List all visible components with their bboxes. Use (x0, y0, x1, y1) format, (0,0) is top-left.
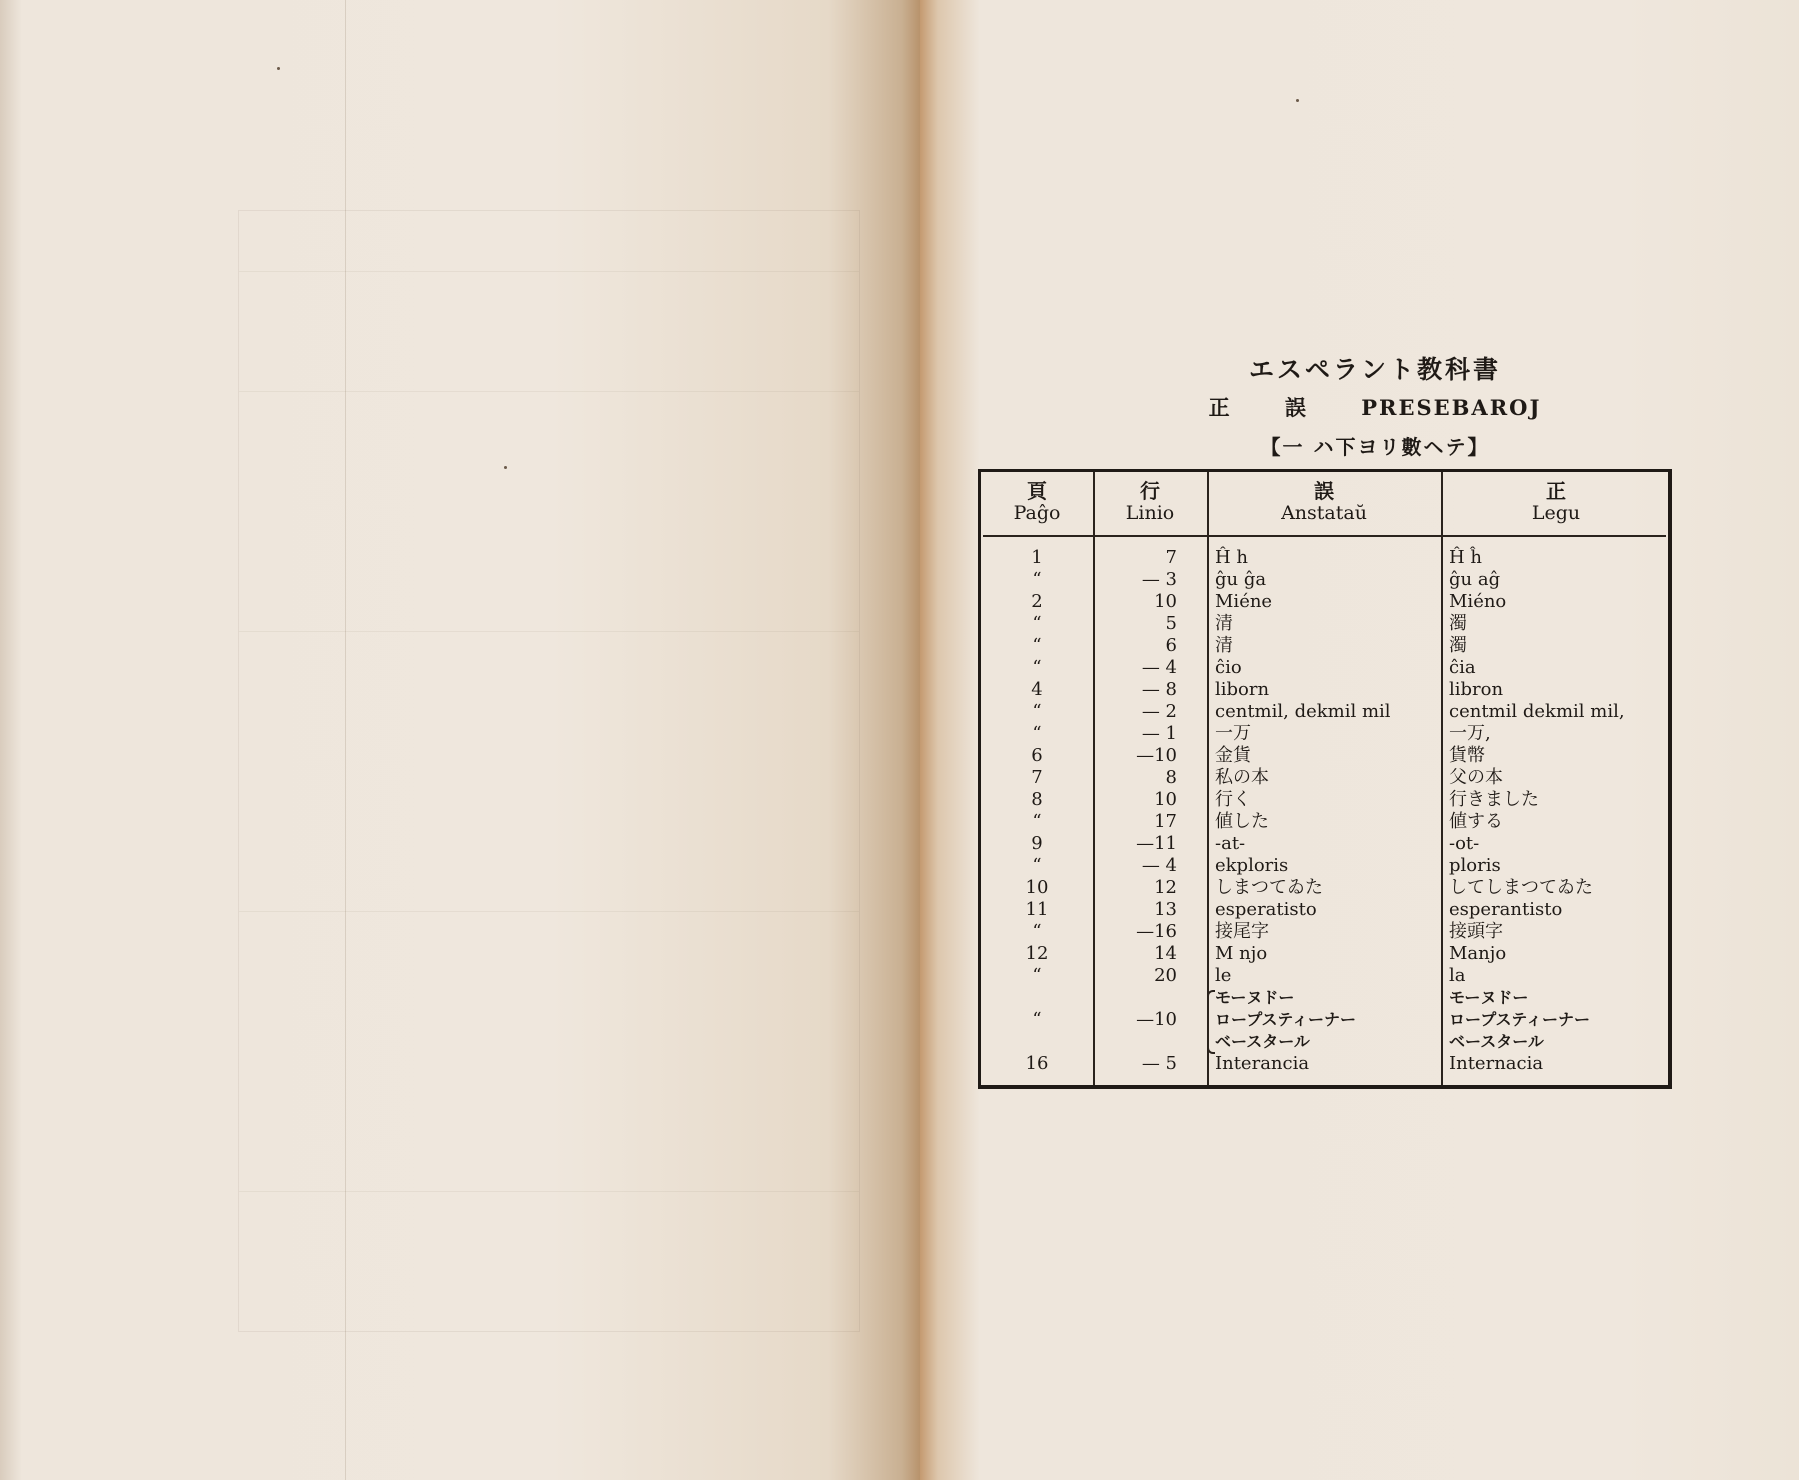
error-cell: Miéne (1215, 591, 1273, 612)
error-cell: liborn (1215, 679, 1270, 700)
line-cell: — 5 (1141, 1053, 1177, 1074)
error-cell: 接尾字 (1215, 921, 1269, 942)
errata-title (1050, 392, 1700, 422)
page-cell: 1 (1031, 547, 1043, 568)
line-cell: —10 (1136, 745, 1177, 766)
table-row (981, 657, 1668, 679)
line-cell: — 4 (1141, 855, 1177, 876)
line-cell: 13 (1154, 899, 1177, 920)
page-cell: “ (1032, 921, 1042, 942)
line-cell: 5 (1165, 613, 1177, 634)
header-error-kanji: 誤 (1314, 479, 1334, 503)
error-cell: 値した (1215, 811, 1269, 832)
header-line-kanji: 行 (1140, 479, 1160, 503)
error-cell-stack (1215, 987, 1435, 1053)
header-correct-kanji: 正 (1546, 479, 1566, 503)
ghost-rule (239, 391, 859, 392)
error-cell: Interancia (1215, 1053, 1310, 1074)
header-correct-latin: Legu (1531, 502, 1581, 524)
table-row (981, 877, 1668, 899)
correct-cell: ĝu aĝ (1449, 569, 1501, 590)
line-cell: 17 (1154, 811, 1177, 832)
correct-cell: 行きました (1449, 789, 1539, 810)
line-cell: — 8 (1141, 679, 1177, 700)
line-cell: 7 (1165, 547, 1177, 568)
error-cell: ekploris (1215, 855, 1289, 876)
page-cell: “ (1032, 657, 1042, 678)
header-line (1093, 480, 1207, 524)
error-cell: le (1215, 965, 1232, 986)
table-row (981, 679, 1668, 701)
counting-note: 【一 ハ下ヨリ數ヘテ】 (1260, 435, 1490, 459)
table-row (981, 965, 1668, 987)
error-cell: ĉio (1215, 657, 1242, 678)
header-rule (983, 535, 1666, 537)
line-cell: —10 (1136, 1009, 1177, 1030)
line-cell: — 1 (1141, 723, 1177, 744)
errata-kanji-correct: 正 (1208, 395, 1232, 420)
line-cell: —11 (1136, 833, 1177, 854)
ghost-rule (239, 271, 859, 272)
ghost-rule (239, 911, 859, 912)
errata-kanji-error: 誤 (1284, 395, 1308, 420)
error-cell: 私の本 (1215, 767, 1269, 788)
error-cell: -at- (1215, 833, 1246, 854)
error-cell: 清 (1215, 613, 1233, 634)
line-cell: — 3 (1141, 569, 1177, 590)
table-row (981, 943, 1668, 965)
ghost-rule (239, 1191, 859, 1192)
page-cell: “ (1032, 613, 1042, 634)
ghost-rule (239, 631, 859, 632)
page-cell: 7 (1031, 767, 1043, 788)
table-row-multiline (981, 987, 1668, 1053)
header-page (981, 480, 1093, 524)
table-row (981, 547, 1668, 569)
table-row (981, 767, 1668, 789)
line-cell: 20 (1154, 965, 1177, 986)
error-cell: centmil, dekmil mil (1215, 701, 1391, 722)
table-row (981, 745, 1668, 767)
line-cell: — 2 (1141, 701, 1177, 722)
paper-speck (1296, 99, 1299, 102)
page-cell: 10 (1025, 877, 1049, 898)
correct-cell: esperantisto (1449, 899, 1563, 920)
error-line: モーヌドー (1215, 988, 1295, 1007)
correct-line: ロープスティーナー (1449, 1010, 1590, 1029)
error-cell: esperatisto (1215, 899, 1317, 920)
page-cell: “ (1032, 811, 1042, 832)
line-cell: 14 (1154, 943, 1177, 964)
show-through-table (238, 210, 860, 1332)
error-cell: ĝu ĝa (1215, 569, 1267, 590)
correct-cell: Internacia (1449, 1053, 1544, 1074)
header-error (1207, 480, 1441, 524)
page-cell: 2 (1031, 591, 1043, 612)
paper-speck (504, 466, 507, 469)
line-cell: 6 (1165, 635, 1177, 656)
correct-cell: 貨幣 (1449, 745, 1485, 766)
correct-cell: ĉia (1449, 657, 1476, 678)
page-cell: “ (1032, 1009, 1042, 1030)
left-brace (1207, 990, 1215, 1054)
page-cell: 16 (1025, 1053, 1049, 1074)
correct-cell: centmil dekmil mil, (1449, 701, 1625, 722)
table-row (981, 899, 1668, 921)
page-cell: “ (1032, 635, 1042, 656)
header-line-latin: Linio (1125, 502, 1175, 524)
table-row (981, 789, 1668, 811)
page-cell: “ (1032, 965, 1042, 986)
errata-table (978, 469, 1672, 1089)
correct-line: モーヌドー (1449, 988, 1529, 1007)
correct-cell: 濁 (1449, 635, 1467, 656)
page-cell: “ (1032, 701, 1042, 722)
table-row (981, 591, 1668, 613)
correct-cell: la (1449, 965, 1466, 986)
correct-cell: 濁 (1449, 613, 1467, 634)
paper-speck (277, 67, 280, 70)
correct-cell: 値する (1449, 811, 1503, 832)
table-row (981, 833, 1668, 855)
page-cell: 11 (1025, 899, 1049, 920)
correct-cell: ploris (1449, 855, 1501, 876)
header-error-latin: Anstataŭ (1281, 502, 1367, 524)
correct-cell: 父の本 (1449, 767, 1503, 788)
errata-latin-title: PRESEBAROJ (1361, 395, 1542, 420)
page-cell: 4 (1031, 679, 1043, 700)
table-row (981, 569, 1668, 591)
table-row (981, 855, 1668, 877)
table-row (981, 921, 1668, 943)
header-correct (1441, 480, 1671, 524)
correct-cell: してしまつてゐた (1449, 877, 1593, 898)
correct-cell: Manjo (1449, 943, 1507, 964)
book-title: エスペラント教科書 (1248, 355, 1501, 384)
correct-cell: Miéno (1449, 591, 1507, 612)
line-cell: —16 (1136, 921, 1177, 942)
correct-cell: libron (1449, 679, 1504, 700)
table-row (981, 613, 1668, 635)
page-cell: “ (1032, 723, 1042, 744)
error-cell: 行く (1215, 789, 1251, 810)
page-cell: 12 (1025, 943, 1049, 964)
table-row (981, 723, 1668, 745)
page-cell: “ (1032, 569, 1042, 590)
line-cell: 10 (1154, 591, 1177, 612)
error-cell: 金貨 (1215, 745, 1251, 766)
error-cell: M njo (1215, 943, 1268, 964)
page-cell: 6 (1031, 745, 1043, 766)
error-line: ベースタール (1215, 1032, 1310, 1051)
line-cell: 12 (1154, 877, 1177, 898)
errata-rows (981, 547, 1668, 1075)
correct-cell-stack (1449, 987, 1673, 1053)
correct-line: ベースタール (1449, 1032, 1544, 1051)
header-page-latin: Paĝo (1013, 502, 1061, 524)
error-line: ロープスティーナー (1215, 1010, 1356, 1029)
header-page-kanji: 頁 (1027, 479, 1047, 503)
table-row (981, 811, 1668, 833)
page-cell: 8 (1031, 789, 1043, 810)
table-row (981, 701, 1668, 723)
correct-cell: 一万, (1449, 723, 1491, 744)
page-cell: 9 (1031, 833, 1043, 854)
line-cell: 10 (1154, 789, 1177, 810)
table-row (981, 1053, 1668, 1075)
correct-cell: Ĥ ĥ (1449, 547, 1483, 568)
error-cell: Ĥ h (1215, 547, 1249, 568)
error-cell: 清 (1215, 635, 1233, 656)
correct-cell: 接頭字 (1449, 921, 1503, 942)
line-cell: — 4 (1141, 657, 1177, 678)
line-cell: 8 (1165, 767, 1177, 788)
table-row (981, 635, 1668, 657)
error-cell: しまつてゐた (1215, 877, 1323, 898)
correct-cell: -ot- (1449, 833, 1480, 854)
error-cell: 一万 (1215, 723, 1251, 744)
page-cell: “ (1032, 855, 1042, 876)
